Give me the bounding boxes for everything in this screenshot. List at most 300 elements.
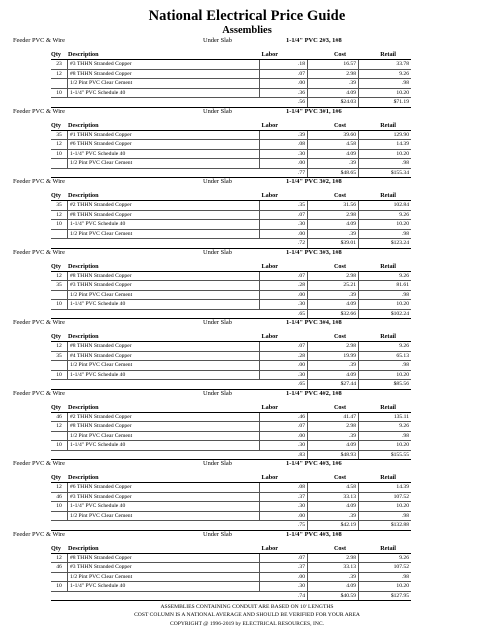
col-qty-header: Qty [51,544,61,552]
item-retail: .98 [402,432,409,439]
item-retail: .98 [402,160,409,167]
item-qty [51,432,68,441]
item-cost: 4.09 [308,300,359,309]
item-qty: 10 [51,150,68,159]
col-labor-header: Labor [261,544,278,552]
col-labor-header: Labor [261,403,278,411]
item-labor: .00 [260,230,308,239]
section-assembly-name: 1-1/4" PVC 4#2, 1#8 [286,389,342,397]
column-headers [0,50,494,59]
item-retail: 107.52 [393,564,409,571]
item-retail: 10.20 [396,583,409,590]
col-description-header: Description [68,51,99,58]
item-labor: .07 [260,70,308,79]
item-table [51,553,411,602]
section-category: Feeder PVC & Wire [13,37,65,44]
table-row [51,60,411,70]
item-retail: 65.13 [396,352,409,359]
total-labor: .77 [260,169,308,178]
total-cost: $40.59 [308,592,359,601]
footer-note-cost: COST COLUMN IS A NATIONAL AVERAGE AND SHOULD BE VERIFIED FOR YOUR AREA [134,612,360,619]
item-qty: 12 [51,483,68,492]
footer-note-conduit: ASSEMBLIES CONTAINING CONDUIT ARE BASED ON 10' LENGTHS [160,604,334,610]
item-cost: 25.21 [308,281,359,290]
assembly-section [0,530,494,601]
table-row [51,512,411,522]
table-row [51,342,411,352]
item-labor: .35 [260,201,308,210]
table-row [51,272,411,282]
item-labor: .30 [260,582,308,591]
item-qty: 12 [51,70,68,79]
table-row [51,582,411,592]
item-qty: 23 [51,60,68,69]
table-row [51,230,411,240]
assembly-section [0,459,494,530]
item-retail: 33.78 [396,61,409,67]
section-assembly-name: 1-1/4" PVC 4#3, 1#6 [286,460,342,467]
col-retail-header: Retail [380,192,396,199]
col-labor-header: Labor [261,192,278,199]
item-description: #3 THHN Stranded Copper [67,281,260,290]
item-labor: .28 [260,281,308,290]
total-labor: .72 [260,239,308,248]
section-assembly-name: 1-1/4" PVC 4#3, 1#8 [286,530,342,538]
col-retail-header: Retail [380,403,396,411]
section-location: Under Slab [203,178,232,185]
section-category: Feeder PVC & Wire [13,107,65,115]
table-row [51,422,411,432]
col-qty-header: Qty [51,333,61,340]
total-retail: $155.34 [390,169,409,176]
total-cost: $48.65 [308,169,359,178]
item-labor: .00 [260,79,308,88]
item-description: #3 THHN Stranded Copper [67,493,260,502]
table-row [51,211,411,221]
item-description: 1-1/4" PVC Schedule 40 [67,300,260,309]
item-qty: 10 [51,300,68,309]
section-header [0,459,494,469]
item-retail: .98 [402,80,409,87]
table-row [51,432,411,442]
item-cost: 4.09 [308,89,359,98]
item-retail: 102.84 [393,202,409,208]
item-cost: 4.09 [308,502,359,511]
item-table [51,341,411,390]
item-qty: 10 [51,502,68,511]
table-row [51,413,411,423]
item-description: 1-1/4" PVC Schedule 40 [67,220,260,229]
item-labor: .08 [260,140,308,149]
section-header [0,107,494,117]
table-row [51,441,411,451]
section-header [0,248,494,258]
item-qty: 10 [51,441,68,450]
column-headers [0,332,494,341]
total-retail: $127.95 [390,592,409,599]
item-retail: 9.26 [399,211,409,218]
col-labor-header: Labor [261,121,278,129]
col-retail-header: Retail [380,51,396,58]
section-location: Under Slab [203,389,232,397]
col-retail-header: Retail [380,121,396,129]
total-labor: .56 [260,98,308,107]
page-title: National Electrical Price Guide [148,8,346,24]
item-description: 1-1/4" PVC Schedule 40 [67,371,260,380]
item-retail: 9.26 [399,272,409,279]
total-retail: $71.19 [393,99,409,106]
item-labor: .37 [260,493,308,502]
item-description: #8 THHN Stranded Copper [67,70,260,79]
item-cost: 19.99 [308,352,359,361]
col-qty-header: Qty [51,51,61,58]
section-assembly-name: 1-1/4" PVC 3#3, 1#8 [286,248,342,256]
item-cost: 4.09 [308,371,359,380]
col-description-header: Description [68,262,99,270]
assembly-section [0,107,494,178]
item-qty: 10 [51,220,68,229]
section-assembly-name: 1-1/4" PVC 3#4, 1#8 [286,319,342,326]
item-retail: 14.39 [396,484,409,490]
col-description-header: Description [68,121,99,129]
item-cost: 31.56 [308,201,359,210]
total-retail: $123.24 [390,240,409,247]
item-description: #8 THHN Stranded Copper [67,554,260,563]
col-qty-header: Qty [51,262,61,270]
total-row [51,592,411,602]
item-qty [51,512,68,521]
item-retail: 129.90 [393,131,409,138]
item-description: #3 THHN Stranded Copper [67,563,260,572]
col-labor-header: Labor [261,51,278,58]
item-qty [51,79,68,88]
item-qty: 46 [51,413,68,422]
column-headers [0,473,494,482]
table-row [51,159,411,169]
item-cost: 33.13 [308,493,359,502]
item-description: #4 THHN Stranded Copper [67,352,260,361]
item-qty [51,159,68,168]
item-description: #3 THHN Stranded Copper [67,60,260,69]
total-cost: $48.93 [308,451,359,460]
table-row [51,573,411,583]
total-cost: $24.03 [308,98,359,107]
total-retail: $102.24 [390,310,409,317]
item-table [51,412,411,461]
col-retail-header: Retail [380,262,396,270]
item-cost: 2.98 [308,422,359,431]
column-headers [0,544,494,553]
table-row [51,89,411,99]
item-cost: 39.60 [308,131,359,140]
item-description: 1/2 Pint PVC Clear Cement [67,79,260,88]
item-retail: 10.20 [396,371,409,378]
item-cost: 2.98 [308,272,359,281]
table-row [51,79,411,89]
item-qty: 35 [51,281,68,290]
item-retail: .98 [402,230,409,237]
item-qty: 12 [51,272,68,281]
item-labor: .00 [260,159,308,168]
item-retail: 9.26 [399,554,409,561]
assembly-section [0,36,494,107]
item-retail: .98 [402,291,409,298]
item-retail: 10.20 [396,89,409,96]
table-row [51,483,411,493]
section-category: Feeder PVC & Wire [13,530,65,538]
item-labor: .36 [260,89,308,98]
item-qty: 10 [51,371,68,380]
item-cost: 2.98 [308,211,359,220]
item-labor: .37 [260,563,308,572]
col-cost-header: Cost [333,121,346,129]
assembly-section [0,177,494,248]
item-description: #1 THHN Stranded Copper [67,131,260,140]
item-description: 1/2 Pint PVC Clear Cement [67,230,260,239]
item-labor: .30 [260,300,308,309]
column-headers [0,262,494,271]
item-retail: 107.52 [393,493,409,500]
item-cost: 2.98 [308,70,359,79]
table-row [51,554,411,564]
item-cost: .39 [308,432,359,441]
col-retail-header: Retail [380,544,396,552]
table-row [51,361,411,371]
item-qty [51,230,68,239]
item-labor: .30 [260,371,308,380]
item-labor: .30 [260,220,308,229]
item-cost: .39 [308,361,359,370]
item-description: 1/2 Pint PVC Clear Cement [67,361,260,370]
total-cost: $39.01 [308,239,359,248]
assembly-section [0,318,494,389]
table-row [51,150,411,160]
item-description: #6 THHN Stranded Copper [67,140,260,149]
col-labor-header: Labor [261,333,278,340]
item-cost: .39 [308,573,359,582]
item-qty: 12 [51,140,68,149]
item-qty: 12 [51,342,68,351]
item-qty: 35 [51,131,68,140]
col-labor-header: Labor [261,262,278,270]
page-footer [0,603,494,628]
item-cost: 4.09 [308,150,359,159]
item-description: 1-1/4" PVC Schedule 40 [67,89,260,98]
col-cost-header: Cost [333,333,346,340]
item-description: 1/2 Pint PVC Clear Cement [67,291,260,300]
total-qty-empty [51,592,67,601]
table-row [51,352,411,362]
item-table [51,200,411,249]
item-cost: .39 [308,512,359,521]
item-table [51,130,411,179]
section-category: Feeder PVC & Wire [13,460,65,467]
item-labor: .28 [260,352,308,361]
item-cost: .39 [308,291,359,300]
item-labor: .30 [260,502,308,511]
section-category: Feeder PVC & Wire [13,319,65,326]
item-cost: .39 [308,159,359,168]
item-labor: .07 [260,272,308,281]
item-cost: 4.09 [308,441,359,450]
table-row [51,220,411,230]
assembly-section [0,389,494,460]
col-description-header: Description [68,403,99,411]
table-row [51,201,411,211]
item-description: #2 THHN Stranded Copper [67,201,260,210]
item-retail: 10.20 [396,442,409,449]
item-cost: 16.57 [308,60,359,69]
col-description-header: Description [68,192,99,199]
item-cost: 2.98 [308,554,359,563]
item-table [51,271,411,320]
item-labor: .00 [260,291,308,300]
assembly-sections [0,36,494,600]
item-cost: 4.09 [308,220,359,229]
table-row [51,291,411,301]
item-retail: 9.26 [399,423,409,430]
item-cost: 4.09 [308,582,359,591]
item-retail: 10.20 [396,150,409,157]
item-description: #8 THHN Stranded Copper [67,211,260,220]
item-description: #8 THHN Stranded Copper [67,272,260,281]
item-qty: 10 [51,582,68,591]
table-row [51,493,411,503]
item-retail: 135.11 [393,413,409,420]
item-labor: .07 [260,342,308,351]
item-description: 1-1/4" PVC Schedule 40 [67,502,260,511]
col-cost-header: Cost [333,544,346,552]
col-cost-header: Cost [333,51,346,58]
total-labor: .65 [260,380,308,389]
total-retail: $132.88 [390,522,409,529]
item-retail: .98 [402,362,409,369]
item-labor: .00 [260,432,308,441]
section-header [0,177,494,187]
item-description: 1/2 Pint PVC Clear Cement [67,159,260,168]
section-category: Feeder PVC & Wire [13,248,65,256]
item-retail: .98 [402,512,409,519]
table-row [51,70,411,80]
col-qty-header: Qty [51,192,61,199]
item-retail: 10.20 [396,221,409,228]
col-qty-header: Qty [51,121,61,129]
item-qty: 46 [51,563,68,572]
total-labor: .83 [260,451,308,460]
col-cost-header: Cost [333,262,346,270]
item-labor: .39 [260,131,308,140]
item-description: 1-1/4" PVC Schedule 40 [67,441,260,450]
col-qty-header: Qty [51,403,61,411]
item-description: 1/2 Pint PVC Clear Cement [67,573,260,582]
col-description-header: Description [68,474,99,481]
item-qty: 12 [51,554,68,563]
section-location: Under Slab [203,530,232,538]
item-cost: 4.58 [308,140,359,149]
section-location: Under Slab [203,460,232,467]
item-retail: 81.61 [396,282,409,289]
item-cost: .39 [308,230,359,239]
item-description: #6 THHN Stranded Copper [67,483,260,492]
footer-copyright: COPYRIGHT @ 1996-2019 by ELECTRICAL RESOURCES, INC. [169,620,324,627]
col-description-header: Description [68,544,99,552]
item-qty: 35 [51,352,68,361]
section-category: Feeder PVC & Wire [13,389,65,397]
total-retail: $85.56 [393,381,409,388]
table-row [51,502,411,512]
col-cost-header: Cost [333,192,346,199]
item-description: 1/2 Pint PVC Clear Cement [67,512,260,521]
item-retail: 10.20 [396,301,409,308]
item-cost: 33.13 [308,563,359,572]
section-location: Under Slab [203,319,232,326]
col-labor-header: Labor [261,474,278,481]
assembly-section [0,248,494,319]
item-labor: .07 [260,422,308,431]
item-labor: .00 [260,361,308,370]
item-qty: 46 [51,493,68,502]
section-header [0,318,494,328]
item-cost: 2.98 [308,342,359,351]
item-retail: 14.39 [396,141,409,148]
section-header [0,389,494,399]
page-subtitle: Assemblies [222,25,272,36]
item-qty: 12 [51,211,68,220]
item-description: #8 THHN Stranded Copper [67,422,260,431]
col-cost-header: Cost [333,474,346,481]
item-qty: 10 [51,89,68,98]
total-cost: $27.44 [308,380,359,389]
total-desc-empty [67,592,260,601]
item-qty [51,361,68,370]
total-labor: .74 [260,592,308,601]
item-labor: .30 [260,441,308,450]
item-table [51,482,411,531]
table-row [51,563,411,573]
total-labor: .65 [260,310,308,319]
total-labor: .75 [260,521,308,530]
col-qty-header: Qty [51,474,61,481]
col-retail-header: Retail [380,474,396,481]
col-description-header: Description [68,333,99,340]
item-qty: 12 [51,422,68,431]
table-row [51,140,411,150]
total-cost: $42.19 [308,521,359,530]
item-description: 1/2 Pint PVC Clear Cement [67,432,260,441]
section-location: Under Slab [203,37,232,44]
section-location: Under Slab [203,107,232,115]
section-header [0,36,494,46]
table-row [51,131,411,141]
item-cost: 41.47 [308,413,359,422]
section-assembly-name: 1-1/4" PVC 3#2, 1#8 [286,178,342,185]
column-headers [0,121,494,130]
item-cost: 4.58 [308,483,359,492]
col-cost-header: Cost [333,403,346,411]
item-cost: .39 [308,79,359,88]
column-headers [0,403,494,412]
item-description: 1-1/4" PVC Schedule 40 [67,582,260,591]
col-retail-header: Retail [380,333,396,340]
item-qty [51,291,68,300]
section-category: Feeder PVC & Wire [13,178,65,185]
item-description: #2 THHN Stranded Copper [67,413,260,422]
item-qty [51,573,68,582]
column-headers [0,191,494,200]
table-row [51,281,411,291]
section-assembly-name: 1-1/4" PVC 2#3, 1#8 [286,37,342,44]
item-labor: .00 [260,512,308,521]
